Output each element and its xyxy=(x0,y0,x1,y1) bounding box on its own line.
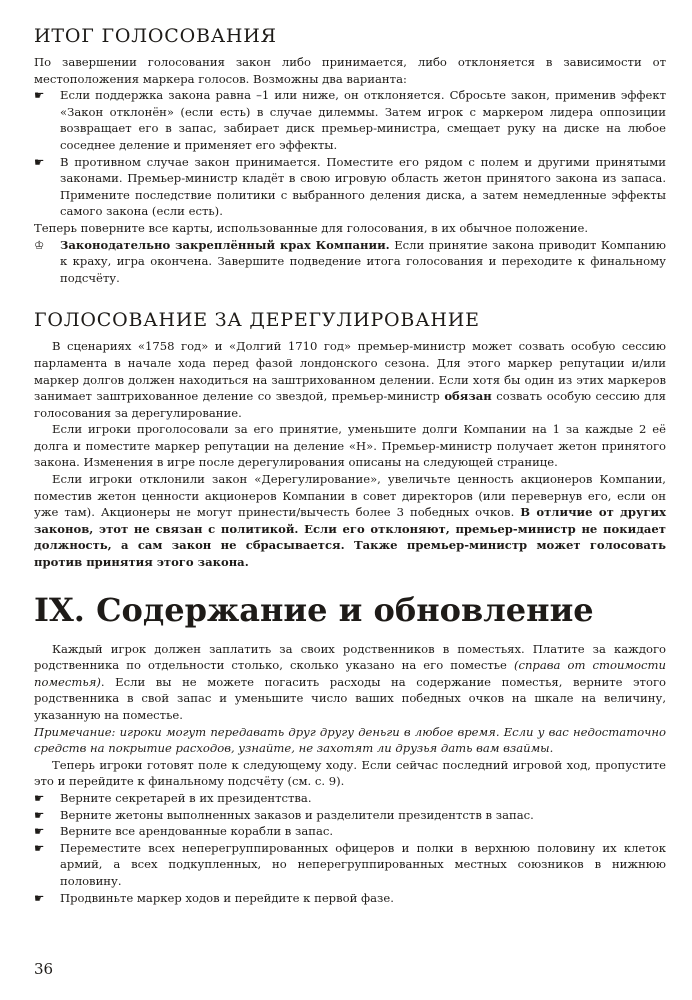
paragraph xyxy=(34,641,666,724)
paragraph: Если игроки проголосовали за его принятие, уменьшите долги Компании на 1 за каждые 2 её долга и поместите маркер репутации на деление «Н». Премьер-министр получает жетон принятого закона. Изменения в игре после дерегулирования описаны на следующей странице. xyxy=(34,422,666,470)
list-item-text xyxy=(60,237,666,287)
bold-run: обязан xyxy=(444,389,492,404)
crown-emblem-icon: ♔ xyxy=(34,237,45,252)
list-item-text: Переместите всех неперегруппированных офицеров и полки в верхнюю половину их клеток армий, а всех подкупленных, но неперегруппированных местных союзников в нижнюю половину. xyxy=(60,840,666,888)
pointing-hand-icon: ☛ xyxy=(34,807,45,822)
section-title-deregulation: ГОЛОСОВАНИЕ ЗА ДЕРЕГУЛИРОВАНИЕ xyxy=(34,309,480,332)
section-title-vote-result: ИТОГ ГОЛОСОВАНИЯ xyxy=(34,25,277,47)
list-item xyxy=(34,807,666,824)
paragraph: По завершении голосования закон либо принимается, либо отклоняется в зависимости от местоположения маркера голосов. Возможны два варианта: xyxy=(34,55,666,86)
list-item xyxy=(34,237,666,287)
page-number: 36 xyxy=(34,960,54,978)
list-item xyxy=(34,790,666,807)
list-item xyxy=(34,154,666,220)
list-item-text: В противном случае закон принимается. Поместите его рядом с полем и другими принятыми законами. Премьер-министр кладёт в свою игровую область жетон принятого закона из запаса. Примените последствие политики с выбранного деления диска, а затем немедленные эффекты самого закона (если есть). xyxy=(60,154,666,219)
bold-lead: Законодательно закреплённый крах Компании. xyxy=(60,237,390,252)
page-content xyxy=(34,24,666,906)
text-run: созвать особую сессию для голосования за дерегулирование. xyxy=(34,389,666,420)
text-run: Если игроки отклонили закон «Дерегулирование», увеличьте ценность акционеров Компании, поместив жетон ценности акционеров Компании в совет директоров (или перевернув его, если он уже там). Акционеры не могут принести/вычесть более 3 победных очков. xyxy=(34,472,666,520)
list-item xyxy=(34,87,666,153)
pointing-hand-icon: ☛ xyxy=(34,890,45,905)
list-item xyxy=(34,890,666,907)
text-run: Если принятие закона приводит Компанию к краху, игра окончена. Завершите подведение итога голосования и переходите к финальному подсчёту. xyxy=(60,237,666,285)
paragraph: Теперь игроки готовят поле к следующему ходу. Если сейчас последний игровой ход, пропустите это и перейдите к финальному подсчёту (см. с. 9). xyxy=(34,757,666,789)
pointing-hand-icon: ☛ xyxy=(34,154,45,169)
pointing-hand-icon: ☛ xyxy=(34,88,45,103)
note-paragraph xyxy=(34,724,666,757)
chapter-title: IX. Содержание и обновление xyxy=(34,590,594,629)
pointing-hand-icon: ☛ xyxy=(34,824,45,839)
bold-run: В отличие от других законов, этот не связан с политикой. Если его отклоняют, премьер-министр не покидает должность, а сам закон не сбрасывается. Также премьер-министр может голосовать против принятия этого закона. xyxy=(34,505,666,570)
list-item-text: Верните жетоны выполненных заказов и разделители президентств в запас. xyxy=(60,807,534,822)
italic-run: (справа от стоимости поместья) xyxy=(34,658,666,689)
list-item-text: Если поддержка закона равна –1 или ниже, он отклоняется. Сбросьте закон, применив эффект «Закон отклонён» (если есть) в случае дилеммы. Затем игрок с маркером лидера оппозиции возвращает его в запас, забирает диск премьер-министра, смещает руку на диске на любое соседнее деление и применяет его эффекты. xyxy=(60,88,666,152)
list-item-text: Верните все арендованные корабли в запас. xyxy=(60,824,334,839)
list-item xyxy=(34,823,666,840)
pointing-hand-icon: ☛ xyxy=(34,840,45,855)
paragraph: Теперь поверните все карты, использованные для голосования, в их обычное положение. xyxy=(34,220,589,235)
italic-run: Примечание: игроки могут передавать друг другу деньги в любое время. Если у вас недостаточно средств на покрытие расходов, узнайте, не захотят ли друзья дать вам взаймы. xyxy=(34,724,666,756)
list-item-text: Продвиньте маркер ходов и перейдите к первой фазе. xyxy=(60,890,394,905)
pointing-hand-icon: ☛ xyxy=(34,790,45,805)
text-run: . Если вы не можете погасить расходы на содержание поместья, верните этого родственника в свой запас и уменьшите число ваших победных очков на шкале на величину, указанную на поместье. xyxy=(34,674,666,722)
text-run: В сценариях «1758 год» и «Долгий 1710 год» премьер-министр может созвать особую сессию парламента в начале хода перед фазой лондонского сезона. Для этого маркер репутации и/или маркер долгов должен находиться на заштрихованном делении. Если хотя бы один из этих маркеров занимает заштрихованное деление со звездой, премьер-министр xyxy=(34,339,666,404)
paragraph xyxy=(34,338,666,421)
text-run: Каждый игрок должен заплатить за своих родственников в поместьях. Платите за каждого родственника по отдельности столько, сколько указано на его поместье xyxy=(34,641,666,673)
list-item xyxy=(34,840,666,890)
paragraph xyxy=(34,471,666,571)
list-item-text: Верните секретарей в их президентства. xyxy=(60,790,312,805)
